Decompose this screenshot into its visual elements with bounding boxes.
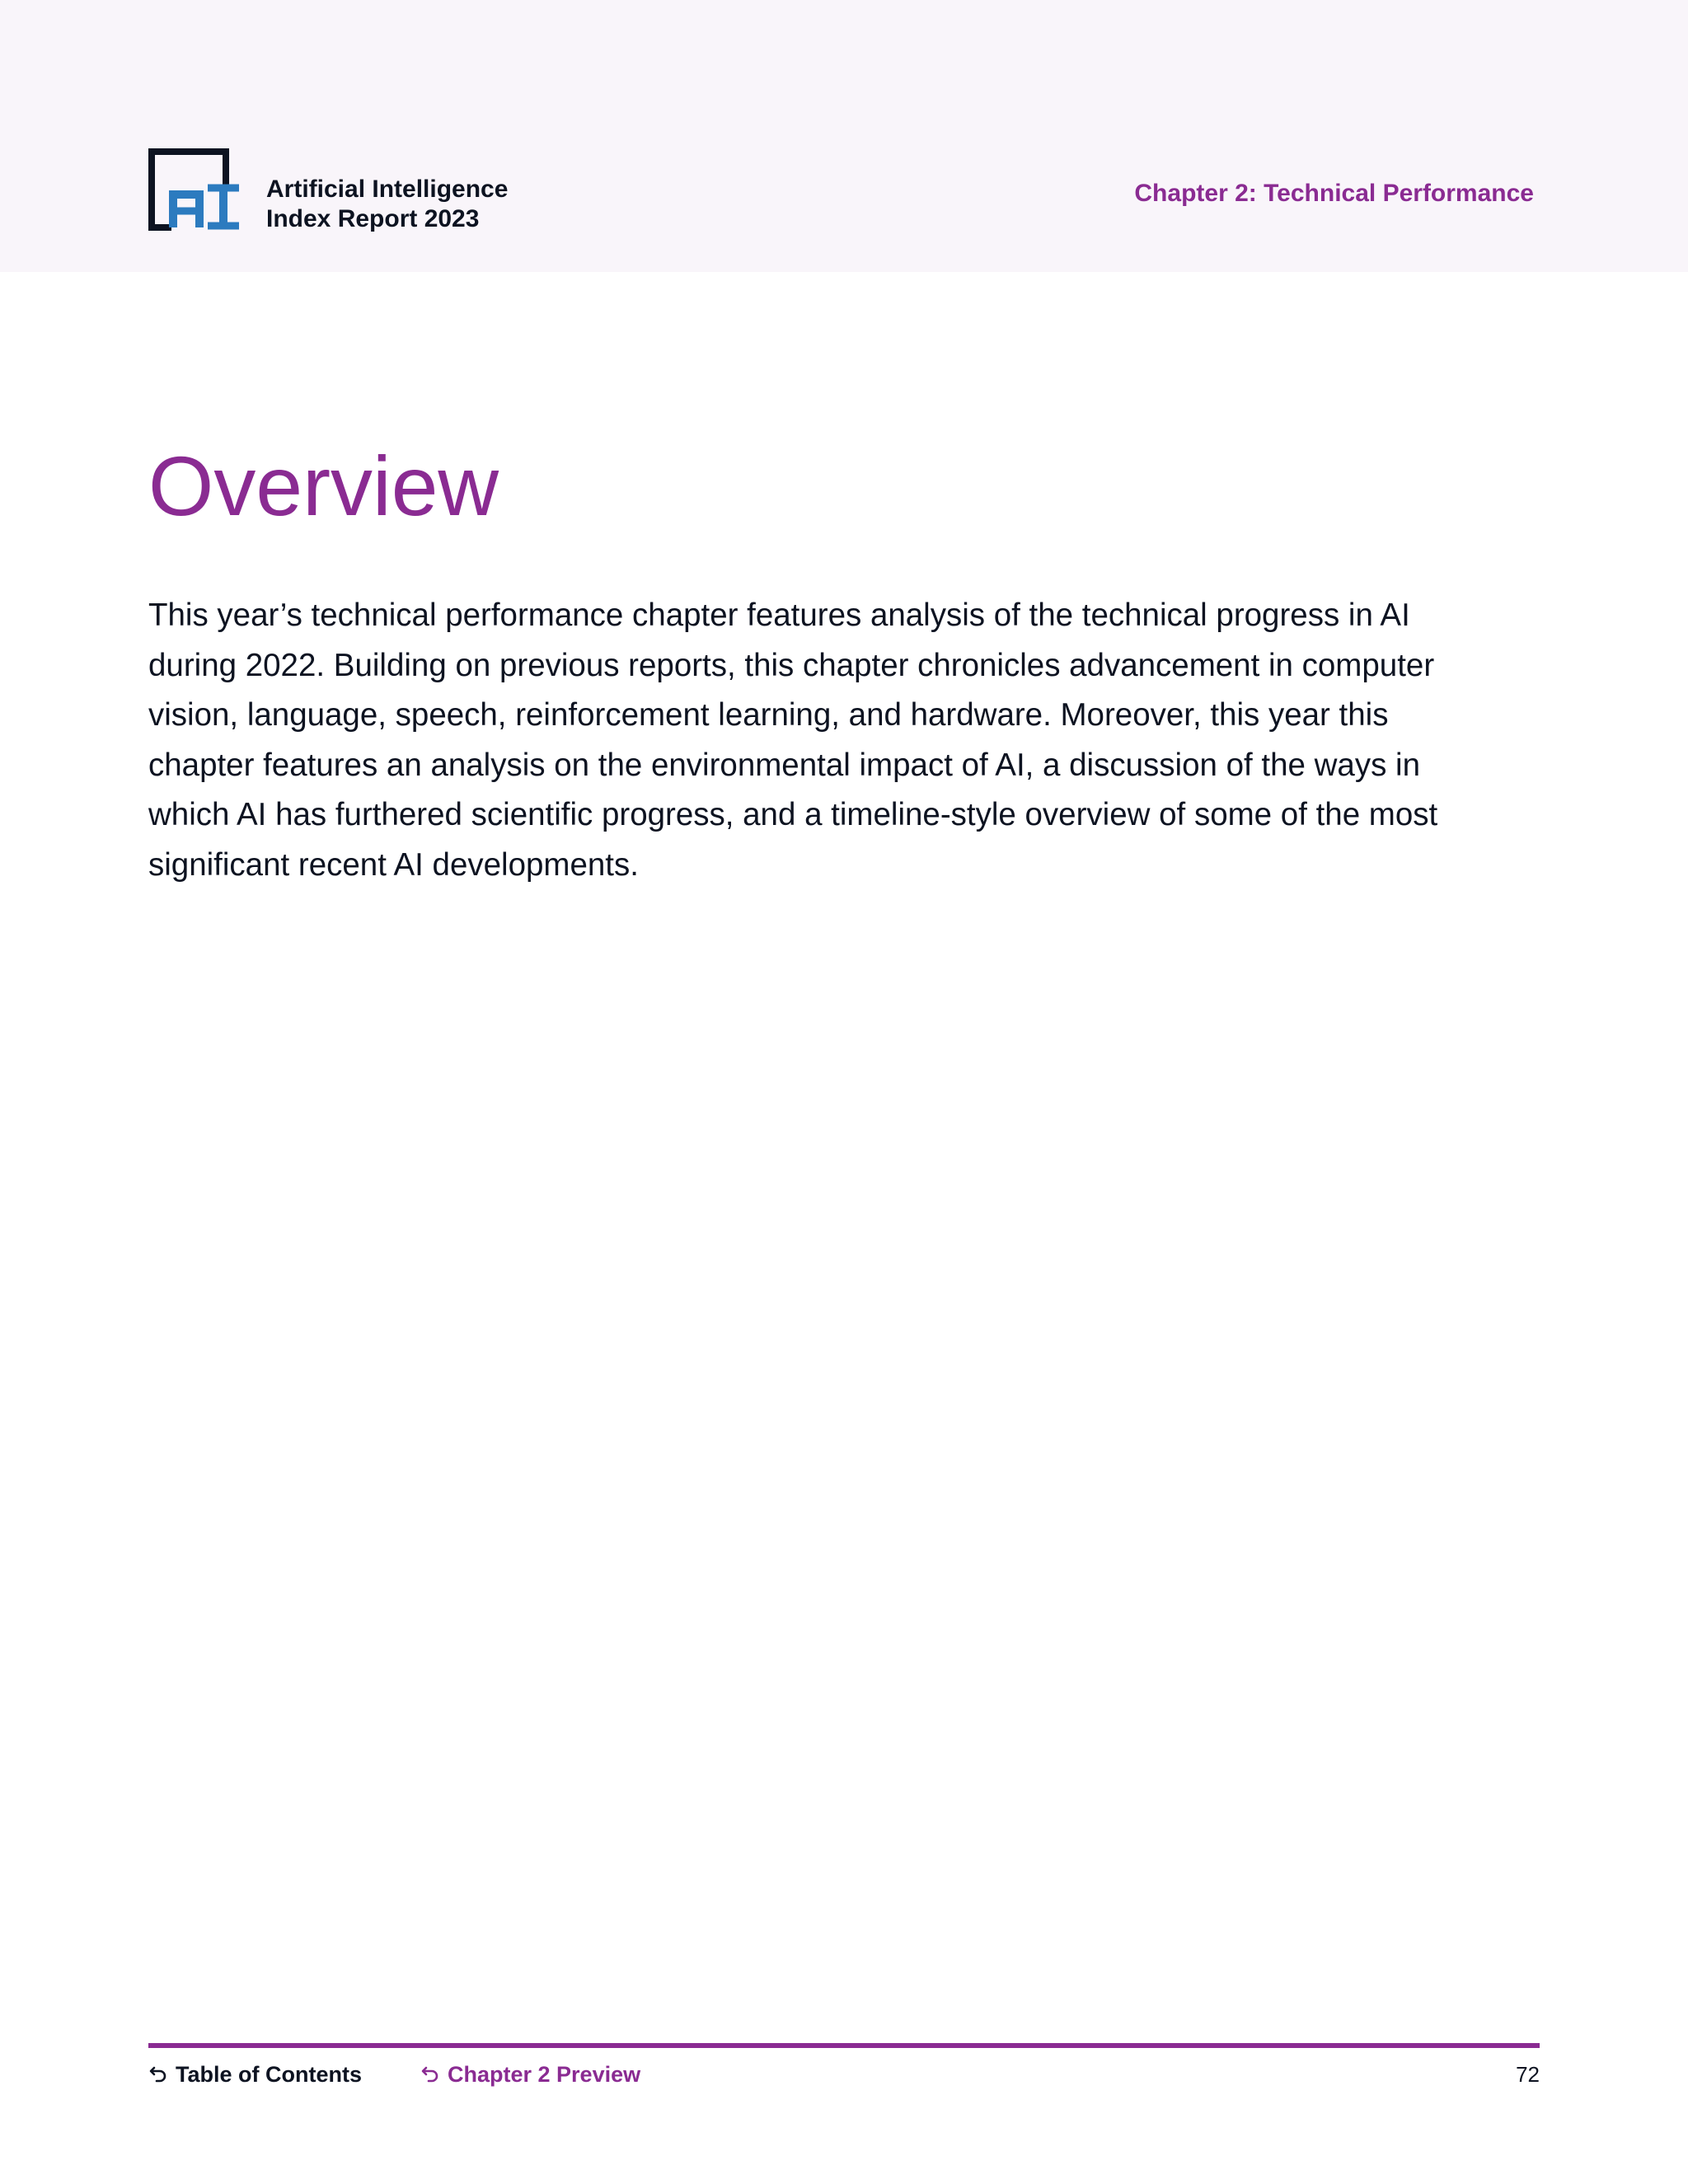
chapter-label: Chapter 2: Technical Performance (1134, 180, 1534, 207)
page-title: Overview (148, 439, 499, 533)
table-of-contents-link[interactable] (148, 2060, 362, 2088)
report-title-line-2: Index Report 2023 (266, 205, 480, 232)
footer-divider (148, 2043, 1540, 2048)
return-arrow-icon (420, 2064, 440, 2084)
overview-paragraph: This year’s technical performance chapter features analysis of the technical progress in AI during 2022. Building on previous reports, this chapter chronicles advancement in computer vision, language, speech, reinforcement learning, and hardware. Moreover, this year this chapter features an analysis on the environmental impact of AI, a discussion of the ways in which AI has furthered scientific progress, and a timeline-style overview of some of the most significant recent AI developments. (148, 598, 1438, 883)
report-title-line-1: Artificial Intelligence (266, 176, 509, 203)
report-title (266, 175, 508, 234)
ai-index-logo-icon (148, 148, 241, 231)
chapter-preview-label: Chapter 2 Preview (448, 2062, 641, 2087)
page-number: 72 (1516, 2062, 1540, 2087)
page-header (0, 0, 1688, 272)
chapter-preview-link[interactable] (420, 2060, 640, 2088)
table-of-contents-label: Table of Contents (176, 2062, 362, 2087)
return-arrow-icon (148, 2064, 168, 2084)
